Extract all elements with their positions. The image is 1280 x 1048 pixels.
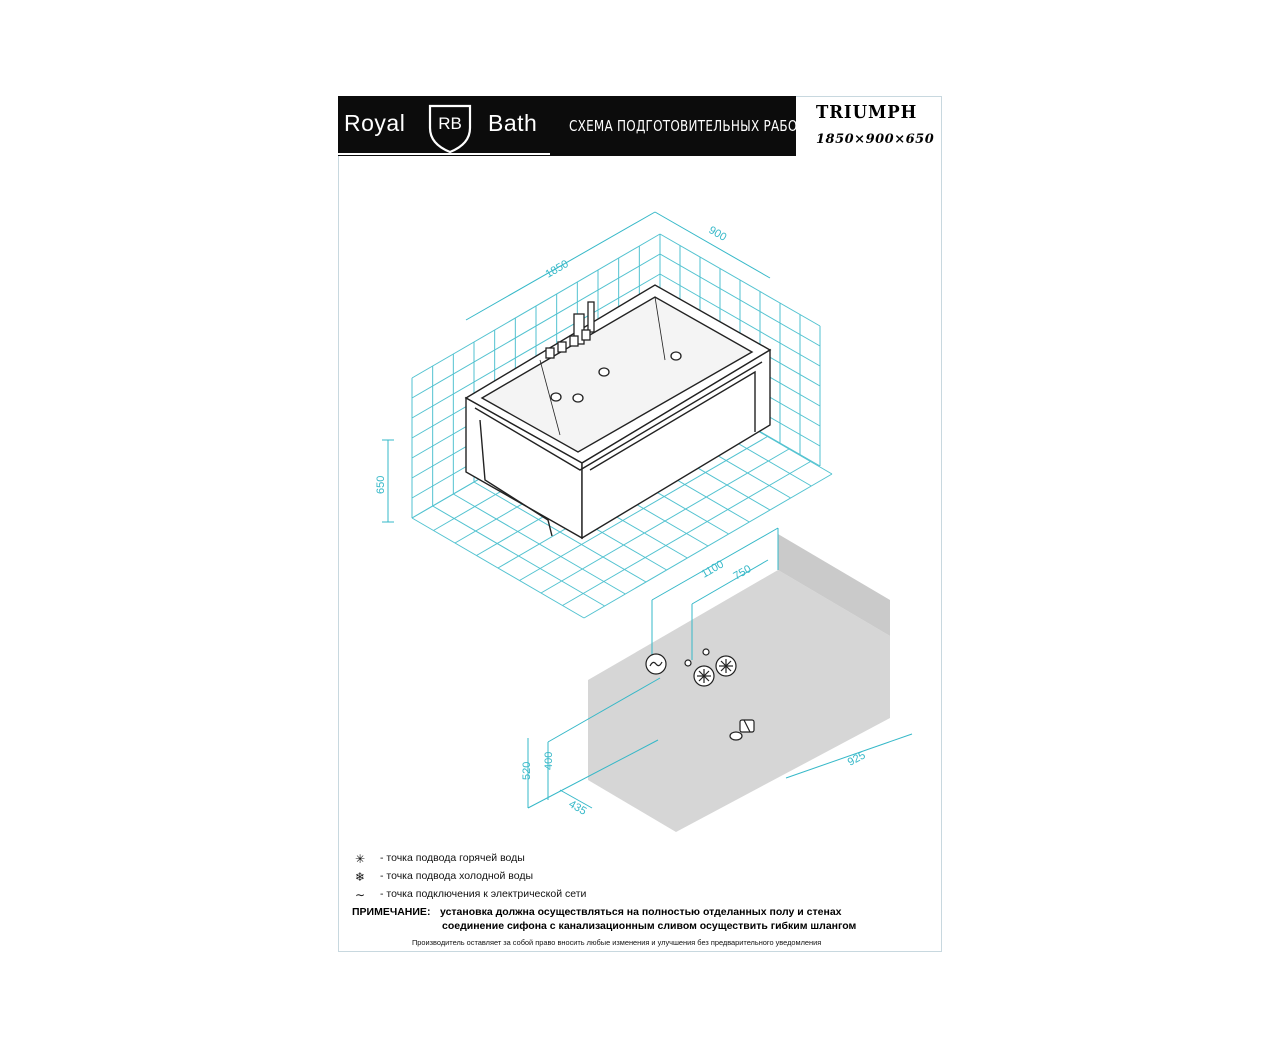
dim-1100: 1100	[699, 558, 726, 581]
note-label: ПРИМЕЧАНИЕ:	[352, 906, 431, 918]
dim-650: 650	[375, 475, 387, 494]
brand-royal: Royal	[344, 110, 406, 136]
dim-1850: 1850	[543, 257, 571, 281]
legend-text: - точка подвода горячей воды	[380, 852, 525, 864]
dim-520: 520	[521, 761, 533, 780]
bathtub	[466, 285, 770, 538]
title-bar	[338, 96, 806, 156]
cold-water-icon: ❄	[354, 870, 366, 884]
dim-925: 925	[845, 749, 868, 769]
pipe-stub-icon	[703, 649, 709, 655]
title-block	[338, 96, 942, 156]
pipe-stub-icon	[685, 660, 691, 666]
dim-435: 435	[566, 798, 589, 818]
dim-750: 750	[731, 563, 754, 583]
note-line-2: соединение сифона с канализационным сливом осуществить гибким шлангом	[442, 920, 857, 932]
scheme-title: СХЕМА ПОДГОТОВИТЕЛЬНЫХ РАБОТ	[569, 117, 806, 135]
note-line-1: установка должна осуществляться на полностью отделанных полу и стенах	[440, 906, 842, 918]
legend-text: - точка подвода холодной воды	[380, 870, 534, 882]
dim-900: 900	[706, 224, 729, 244]
legend-text: - точка подключения к электрической сети	[380, 888, 587, 900]
model-dimensions: 1850×900×650	[816, 132, 935, 147]
rb-shield-logo-icon	[425, 102, 475, 154]
brand-underline	[338, 153, 550, 155]
jet-icon	[573, 394, 583, 402]
electric-icon: ∼	[354, 888, 366, 902]
brand-bath: Bath	[488, 110, 538, 136]
jet-icon	[551, 393, 561, 401]
jet-icon	[599, 368, 609, 376]
hot-water-icon: ✳	[354, 852, 366, 866]
disclaimer: Производитель оставляет за собой право вносить любые изменения и улучшения без предварительного уведомления	[412, 938, 822, 947]
dim-400: 400	[543, 751, 555, 770]
model-name: TRIUMPH	[816, 102, 918, 123]
jet-icon	[671, 352, 681, 360]
brand-logo-text: RB	[438, 114, 462, 133]
